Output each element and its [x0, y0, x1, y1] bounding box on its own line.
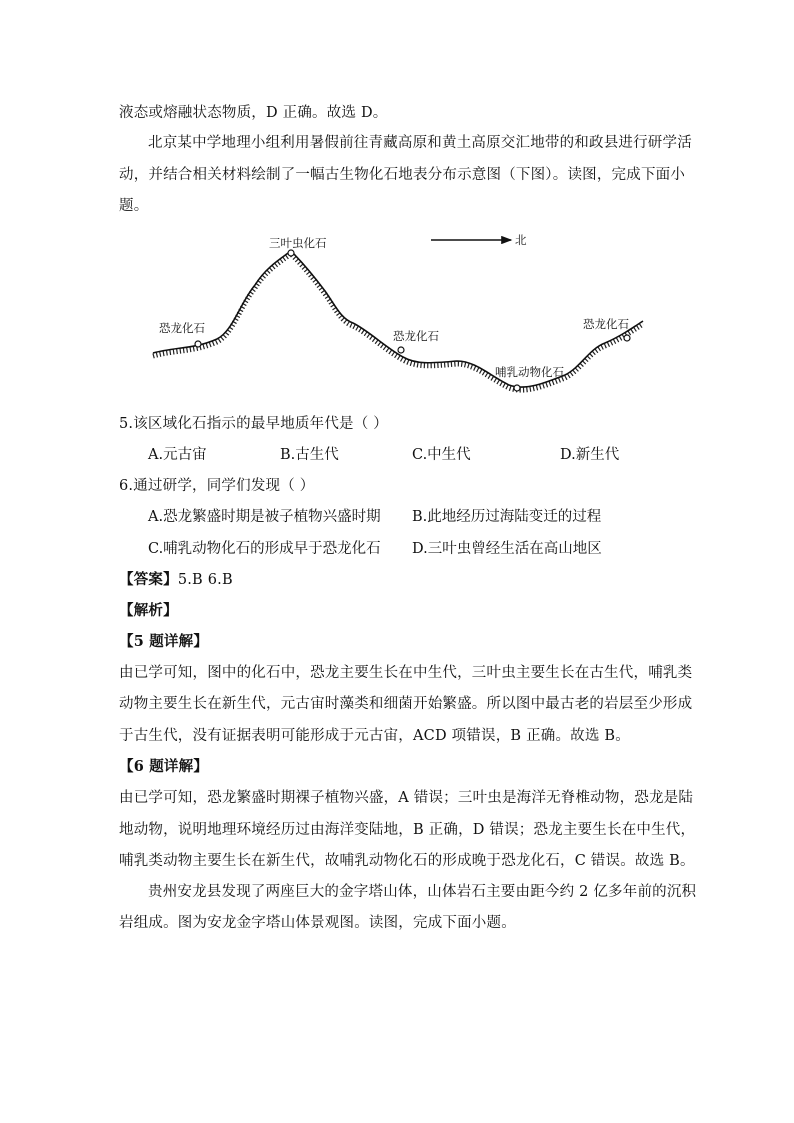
passage-2-line: 岩组成。图为安龙金字塔山体景观图。读图，完成下面小题。: [119, 915, 516, 931]
passage-2-line: 贵州安龙县发现了两座巨大的金字塔山体，山体岩石主要由距今约 2 亿多年前的沉积: [148, 884, 697, 900]
q5-option-d: D.新生代: [560, 447, 620, 463]
passage-line: 题。: [119, 198, 149, 214]
q6-option-d: D.三叶虫曾经生活在高山地区: [412, 541, 602, 557]
q6-option-c: C.哺乳动物化石的形成早于恐龙化石: [148, 541, 381, 557]
answer-text: 5.B 6.B: [177, 572, 233, 588]
analysis-label: 【解析】: [119, 602, 178, 619]
answer-label: 【答案】: [119, 571, 178, 588]
dinosaur-fossil-marker-right: [624, 335, 630, 341]
dinosaur-fossil-marker-mid: [398, 347, 404, 353]
mammal-fossil-label: 哺乳动物化石: [495, 365, 564, 379]
q6-option-a: A.恐龙繁盛时期是被子植物兴盛时期: [148, 509, 381, 525]
q6-option-b: B.此地经历过海陆变迁的过程: [412, 509, 602, 525]
q5-option-c: C.中生代: [412, 447, 471, 463]
dinosaur-fossil-label-left: 恐龙化石: [159, 321, 205, 335]
fossil-distribution-diagram: [145, 228, 655, 408]
answer-line: [119, 570, 233, 590]
question-6-stem: 6.通过研学，同学们发现（ ）: [119, 478, 315, 494]
north-label: 北: [515, 233, 527, 247]
trilobite-fossil-label: 三叶虫化石: [269, 236, 327, 250]
detail-5-line: 由已学可知，图中的化石中，恐龙主要生长在中生代，三叶虫主要生长在古生代，哺乳类: [119, 665, 693, 681]
dinosaur-fossil-marker-left: [195, 341, 201, 347]
passage-line: 北京某中学地理小组利用暑假前往青藏高原和黄土高原交汇地带的和政县进行研学活: [148, 135, 692, 151]
detail-5-label: 【5 题详解】: [119, 633, 209, 650]
terrain-hatching: [153, 254, 643, 390]
passage-line: 动，并结合相关材料绘制了一幅古生物化石地表分布示意图（下图）。读图，完成下面小: [119, 167, 686, 183]
previous-answer-tail: 液态或熔融状态物质，D 正确。故选 D。: [119, 105, 388, 121]
trilobite-fossil-marker: [288, 250, 294, 256]
detail-6-label: 【6 题详解】: [119, 758, 209, 775]
mammal-fossil-marker: [514, 385, 520, 391]
dinosaur-fossil-label-mid: 恐龙化石: [393, 329, 439, 343]
detail-6-line: 地动物，说明地理环境经历过由海洋变陆地，B 正确，D 错误；恐龙主要生长在中生代，: [119, 822, 696, 838]
terrain-profile-line: [153, 251, 643, 387]
detail-6-line: 哺乳类动物主要生长在新生代，故哺乳动物化石的形成晚于恐龙化石，C 错误。故选 B。: [119, 853, 695, 869]
detail-5-line: 动物主要生长在新生代，元古宙时藻类和细菌开始繁盛。所以图中最古老的岩层至少形成: [119, 696, 693, 712]
q5-option-a: A.元古宙: [148, 447, 207, 463]
detail-5-line: 于古生代，没有证据表明可能形成于元古宙，ACD 项错误，B 正确。故选 B。: [119, 728, 630, 744]
question-5-stem: 5.该区域化石指示的最早地质年代是（ ）: [119, 416, 388, 432]
dinosaur-fossil-label-right: 恐龙化石: [583, 317, 629, 331]
detail-6-line: 由已学可知，恐龙繁盛时期裸子植物兴盛，A 错误；三叶虫是海洋无脊椎动物，恐龙是陆: [119, 790, 694, 806]
q5-option-b: B.古生代: [280, 447, 339, 463]
